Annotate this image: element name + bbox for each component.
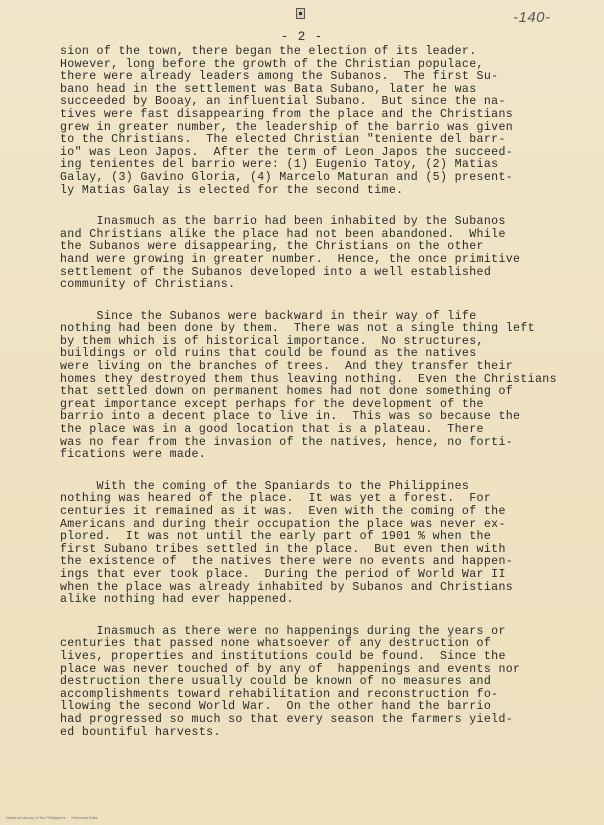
paragraph [60, 216, 580, 292]
text-line: homes they destroyed them thus leaving nothing. Even the Christians [60, 372, 557, 386]
staple-mark [296, 8, 305, 19]
text-line: destruction there usually could be known of no measures and [60, 675, 492, 689]
text-line: accomplishments toward rehabilitation and reconstruction fo- [60, 687, 499, 701]
text-line: tives were fast disappearing from the place and the Christians [60, 107, 514, 121]
text-line: Inasmuch as the barrio had been inhabited by the Subanos [60, 215, 506, 229]
page-number: - 2 - [280, 30, 324, 44]
paragraph [60, 481, 580, 607]
text-line: Since the Subanos were backward in their way of life [60, 309, 477, 323]
text-line: grew in greater number, the leadership of the barrio was given [60, 120, 514, 134]
text-line: ly Matias Galay is elected for the second time. [60, 183, 404, 197]
text-line: barrio into a decent place to live in. This was so because the [60, 410, 521, 424]
footer-credit: National Library of the Philippines · Historical Data [6, 815, 98, 820]
document-body [60, 46, 580, 739]
text-line: Americans and during their occupation the place was never ex- [60, 517, 506, 531]
text-line: centuries it remained as it was. Even with the coming of the [60, 505, 506, 518]
paragraph-gap [60, 197, 580, 216]
text-line: settlement of the Subanos developed into a well established [60, 265, 492, 279]
text-line: were living on the branches of trees. And they transfer their [60, 360, 514, 374]
handwritten-page-number: -140- [513, 9, 551, 26]
text-line: fications were made. [60, 448, 207, 462]
text-line: to the Christians. The elected Christian "teniente del barr- [60, 133, 506, 147]
paragraph-gap [60, 607, 580, 626]
text-line: there were already leaders among the Subanos. The first Su- [60, 70, 499, 84]
text-line: ings that ever took place. During the period of World War II [60, 567, 506, 581]
text-line: ing tenientes del barrio were: (1) Eugenio Tatoy, (2) Matias [60, 158, 499, 172]
text-line: buildings or old ruins that could be found as the natives [60, 347, 477, 361]
text-line: the place was in a good location that is a plateau. There [60, 423, 484, 437]
text-line: by them which is of historical importance. No structures, [60, 334, 484, 348]
text-line: sion of the town, there began the election of its leader. [60, 45, 477, 58]
text-line: lives, properties and institutions could be found. Since the [60, 649, 506, 663]
text-line: ed bountiful harvests. [60, 725, 221, 739]
text-line: was no fear from the invasion of the natives, hence, no forti- [60, 435, 514, 449]
paragraph-gap [60, 292, 580, 311]
paragraph-gap [60, 462, 580, 481]
paragraph [60, 311, 580, 462]
text-line: bano head in the settlement was Bata Subano, later he was [60, 82, 477, 96]
text-line: Galay, (3) Gavino Gloria, (4) Marcelo Maturan and (5) present- [60, 170, 514, 184]
text-line: and Christians alike the place had not been abandoned. While [60, 227, 506, 241]
text-line: io" was Leon Japos. After the term of Leon Japos the succeed- [60, 145, 514, 159]
text-line: community of Christians. [60, 278, 236, 292]
text-line: With the coming of the Spaniards to the Philippines [60, 479, 470, 493]
text-line: hand were growing in greater number. Hence, the once primitive [60, 252, 521, 266]
text-line: alike nothing had ever happened. [60, 593, 294, 607]
text-line: plored. It was not until the early part of 1901 % when the [60, 530, 492, 544]
text-line: that settled down on permanent homes had not done something of [60, 385, 514, 399]
text-line: nothing had been done by them. There was not a single thing left [60, 322, 535, 336]
text-line: first Subano tribes settled in the place. But even then with [60, 542, 506, 556]
text-line: had progressed so much so that every season the farmers yield- [60, 712, 514, 726]
text-line: when the place was already inhabited by Subanos and Christians [60, 580, 514, 594]
text-line: the Subanos were disappearing, the Christians on the other [60, 240, 484, 254]
text-line: centuries that passed none whatsoever of any destruction of [60, 637, 492, 651]
text-line: the existence of the natives there were no events and happen- [60, 555, 514, 569]
paragraph [60, 46, 580, 197]
text-line: succeeded by Booay, an influential Subano. But since the na- [60, 95, 506, 109]
text-line: However, long before the growth of the Christian populace, [60, 57, 484, 71]
text-line: nothing was heared of the place. It was yet a forest. For [60, 492, 492, 506]
text-line: great importance except perhaps for the development of the [60, 397, 484, 411]
paragraph [60, 626, 580, 739]
text-line: llowing the second World War. On the other hand the barrio [60, 700, 492, 714]
text-line: Inasmuch as there were no happenings during the years or [60, 624, 506, 638]
text-line: place was never touched of by any of happenings and events nor [60, 662, 521, 676]
